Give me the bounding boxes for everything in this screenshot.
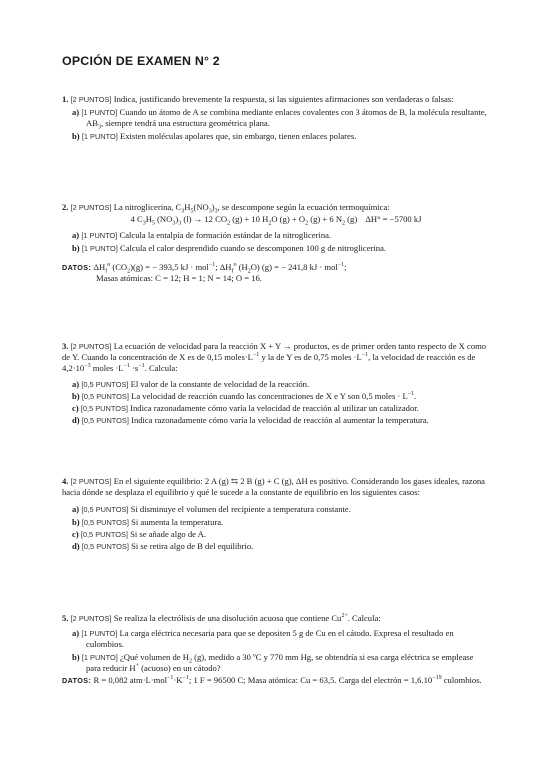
item-text: Cuando un átomo de A se combina mediante enlaces covalentes con 3 átomos de B, la molécula resultante, AB [86, 107, 487, 129]
superscript: −1 [123, 363, 130, 370]
superscript: −1 [167, 675, 174, 682]
subscript: 3 [181, 208, 185, 215]
subscript: 3 [172, 220, 176, 227]
subscript: 5 [190, 208, 194, 215]
question-2-statement [62, 202, 490, 213]
equation-part: O (g) + O [271, 214, 306, 225]
subquestion-b [72, 517, 490, 528]
item-text: La carga eléctrica necesaria para que se depositen 5 g de Cu en el cátodo. Expresa el resultado en culombios. [86, 628, 454, 650]
question-5-statement [62, 613, 490, 624]
subquestion-a [72, 379, 490, 390]
points-badge: [0,5 PUNTOS] [81, 542, 129, 552]
equation-part: ) [175, 214, 179, 225]
points-badge: [2 PUNTOS] [70, 95, 112, 104]
item-text: (acuoso) en un cátodo? [139, 662, 221, 673]
question-text: . Calcula: [144, 363, 178, 374]
subscript: 2 [188, 658, 192, 665]
superscript: 2+ [341, 613, 348, 620]
question-text: ·s [129, 363, 139, 374]
equation-part: (l) → 12 CO [181, 214, 228, 225]
points-badge: [2 PUNTOS] [70, 477, 112, 486]
data-text: ; ΔH [215, 261, 232, 272]
points-badge: [2 PUNTOS] [70, 342, 112, 351]
data-text: R = 0,082 atm·L·mol [91, 675, 168, 686]
question-3 [62, 341, 490, 427]
question-text: ) [211, 202, 215, 212]
question-5 [62, 613, 490, 686]
data-block [62, 262, 490, 284]
item-label: d) [72, 415, 80, 426]
points-badge: [2 PUNTOS] [70, 203, 112, 212]
enthalpy-value: ΔH° = −5700 kJ [365, 214, 422, 225]
question-text: Indica, justificando brevemente la respuesta, si las siguientes afirmaciones son verdaderas o falsas: [113, 94, 454, 104]
data-block [62, 675, 490, 686]
points-badge: [1 PUNTO] [81, 243, 118, 253]
subquestion-a [72, 628, 490, 650]
question-text: . Calcula: [347, 613, 381, 623]
data-label: DATOS: [62, 262, 92, 272]
question-text: (NO [193, 202, 209, 212]
question-text: H [184, 202, 191, 212]
item-label: b) [72, 516, 80, 527]
subscript: 2 [247, 268, 251, 275]
points-badge: [0,5 PUNTOS] [81, 505, 129, 515]
question-number: 3. [62, 341, 69, 351]
subscript: f [231, 268, 234, 275]
equation-part: 4 C [130, 214, 143, 225]
superscript: −1 [208, 261, 216, 268]
superscript: o [107, 261, 111, 268]
atomic-masses: Masas atómicas: C = 12; H = 1; N = 14; O = 16. [96, 273, 262, 284]
subquestion-c [72, 529, 490, 540]
question-number: 1. [62, 94, 69, 104]
item-text: Si se añade algo de A. [130, 528, 207, 539]
question-text: moles ·L [90, 363, 124, 374]
subquestion-b [72, 131, 490, 142]
item-label: c) [72, 528, 79, 539]
question-text: La ecuación de velocidad para la reacción X + Y → productos, es de primer orden tanto respecto de X como de Y. Cuando la concentración de X es de 0,15 moles·L [62, 341, 487, 363]
superscript: −1 [337, 261, 345, 268]
question-number: 4. [62, 476, 69, 486]
data-text: ; 1 F = 96500 C; Masa atómica: Cu = 63,5. Carga del electrón = 1,6.10 [188, 675, 433, 686]
item-label: b) [72, 130, 80, 141]
item-label: a) [72, 504, 80, 515]
item-text: La velocidad de reacción cuando las concentraciones de X e Y son 0,5 moles · L [131, 390, 408, 401]
question-3-statement [62, 341, 490, 375]
points-badge: [1 PUNTO] [81, 231, 118, 241]
question-text: , la velocidad de reacción es de 4,2·10 [62, 352, 476, 374]
superscript: o [233, 261, 237, 268]
equation-part: H [145, 214, 152, 225]
data-text: (H [236, 261, 248, 272]
subquestion-c [72, 403, 490, 414]
subscript: f [105, 268, 108, 275]
item-label: b) [72, 242, 80, 253]
data-text: culombios. [441, 675, 482, 686]
equation-part: (g) + 6 N [308, 214, 343, 225]
superscript: −3 [84, 363, 91, 370]
item-text: Si se retira algo de B del equilibrio. [131, 541, 254, 552]
points-badge: [0,5 PUNTOS] [81, 517, 129, 527]
subquestion-d [72, 415, 490, 426]
subquestion-b [72, 652, 490, 674]
subquestion-a [72, 504, 490, 515]
question-4-statement [62, 476, 490, 498]
superscript: −1 [407, 390, 415, 397]
item-text: ¿Qué volumen de H [119, 651, 189, 662]
subscript: 3 [97, 125, 101, 132]
data-label: DATOS: [62, 676, 92, 686]
subscript: 5 [151, 220, 155, 227]
item-label: a) [72, 230, 80, 241]
data-text: ΔH [91, 261, 106, 272]
thermochemical-equation [62, 214, 490, 225]
question-text: La nitroglicerina, C [113, 202, 182, 212]
points-badge: [0,5 PUNTOS] [81, 391, 129, 401]
subscript: 3 [178, 220, 182, 227]
item-text: Calcula el calor desprendido cuando se descomponen 100 g de nitroglicerina. [119, 242, 387, 253]
item-text: , siempre tendrá una estructura geométrica plana. [100, 118, 270, 129]
subscript: 2 [268, 220, 272, 227]
item-text: . [414, 390, 417, 401]
item-label: b) [72, 651, 80, 662]
question-4 [62, 476, 490, 553]
superscript: −19 [432, 675, 442, 682]
question-text: Se realiza la electrólisis de una disolución acuosa que contiene Cu [113, 613, 342, 623]
subscript: 2 [305, 220, 309, 227]
question-1-statement [62, 94, 490, 105]
subscript: 2 [127, 268, 131, 275]
item-text: (g), medido a 30 ºC y 770 mm Hg, se obtendría si esa carga eléctrica se emplease para reducir H [86, 651, 474, 673]
points-badge: [2 PUNTOS] [70, 614, 112, 623]
subquestion-d [72, 541, 490, 552]
superscript: −1 [252, 352, 260, 359]
item-label: c) [72, 403, 79, 414]
subquestion-b [72, 243, 490, 254]
points-badge: [0,5 PUNTOS] [80, 529, 128, 539]
superscript: −1 [182, 675, 189, 682]
item-text: Indica razonadamente cómo varía la velocidad de reacción al utilizar un catalizador. [130, 403, 419, 414]
item-text: Si disminuye el volumen del recipiente a temperatura constante. [130, 504, 351, 515]
data-text: ; [344, 261, 347, 272]
points-badge: [1 PUNTO] [81, 108, 118, 118]
item-label: b) [72, 390, 80, 401]
superscript: + [135, 662, 140, 669]
superscript: −1 [138, 363, 145, 370]
item-label: a) [72, 107, 80, 118]
question-number: 5. [62, 613, 69, 623]
data-text: ·K [173, 675, 183, 686]
question-text: y la de Y es de 0,75 moles ·L [259, 352, 362, 363]
points-badge: [1 PUNTO] [81, 629, 118, 639]
subscript: 2 [342, 220, 346, 227]
item-label: d) [72, 541, 80, 552]
item-text: Calcula la entalpía de formación estándar de la nitroglicerina. [119, 230, 332, 241]
item-text: El valor de la constante de velocidad de la reacción. [130, 378, 310, 389]
data-text: )(g) = − 393,5 kJ · mol [130, 261, 209, 272]
points-badge: [1 PUNTO] [81, 652, 118, 662]
points-badge: [0,5 PUNTOS] [81, 379, 129, 389]
item-text: Existen moléculas apolares que, sin embargo, tienen enlaces polares. [119, 130, 357, 141]
item-label: a) [72, 378, 80, 389]
question-2 [62, 202, 490, 284]
item-label: a) [72, 628, 80, 639]
subquestion-a [72, 230, 490, 241]
equation-part: (g) + 10 H [230, 214, 269, 225]
subscript: 3 [214, 208, 218, 215]
subscript: 3 [142, 220, 146, 227]
question-1 [62, 94, 490, 143]
subquestion-b [72, 391, 490, 402]
equation-part: (NO [154, 214, 173, 225]
item-text: Si aumenta la temperatura. [131, 516, 224, 527]
points-badge: [0,5 PUNTOS] [81, 416, 129, 426]
points-badge: [0,5 PUNTOS] [80, 404, 128, 414]
page-title: OPCIÓN DE EXAMEN N° 2 [62, 54, 220, 68]
data-text: (CO [110, 261, 128, 272]
item-text: Indica razonadamente cómo varía la velocidad de reacción al aumentar la temperatura. [131, 415, 429, 426]
equation-part: (g) [345, 214, 358, 225]
superscript: −1 [361, 352, 369, 359]
subscript: 3 [208, 208, 212, 215]
question-text: , se descompone según la ecuación termoquímica: [217, 202, 390, 212]
subscript: 2 [227, 220, 231, 227]
question-number: 2. [62, 202, 69, 212]
subquestion-a [72, 107, 490, 132]
points-badge: [1 PUNTO] [81, 131, 118, 141]
question-text: En el siguiente equilibrio: 2 A (g) ⇆ 2 B (g) + C (g), ΔH es positivo. Considerando los gases ideales, razona hacia dónde se desplaza el equilibrio y qué le sucede a la constante de equilibrio en los siguientes casos: [62, 476, 485, 498]
data-text: O) (g) = − 241,8 kJ · mol [250, 261, 338, 272]
